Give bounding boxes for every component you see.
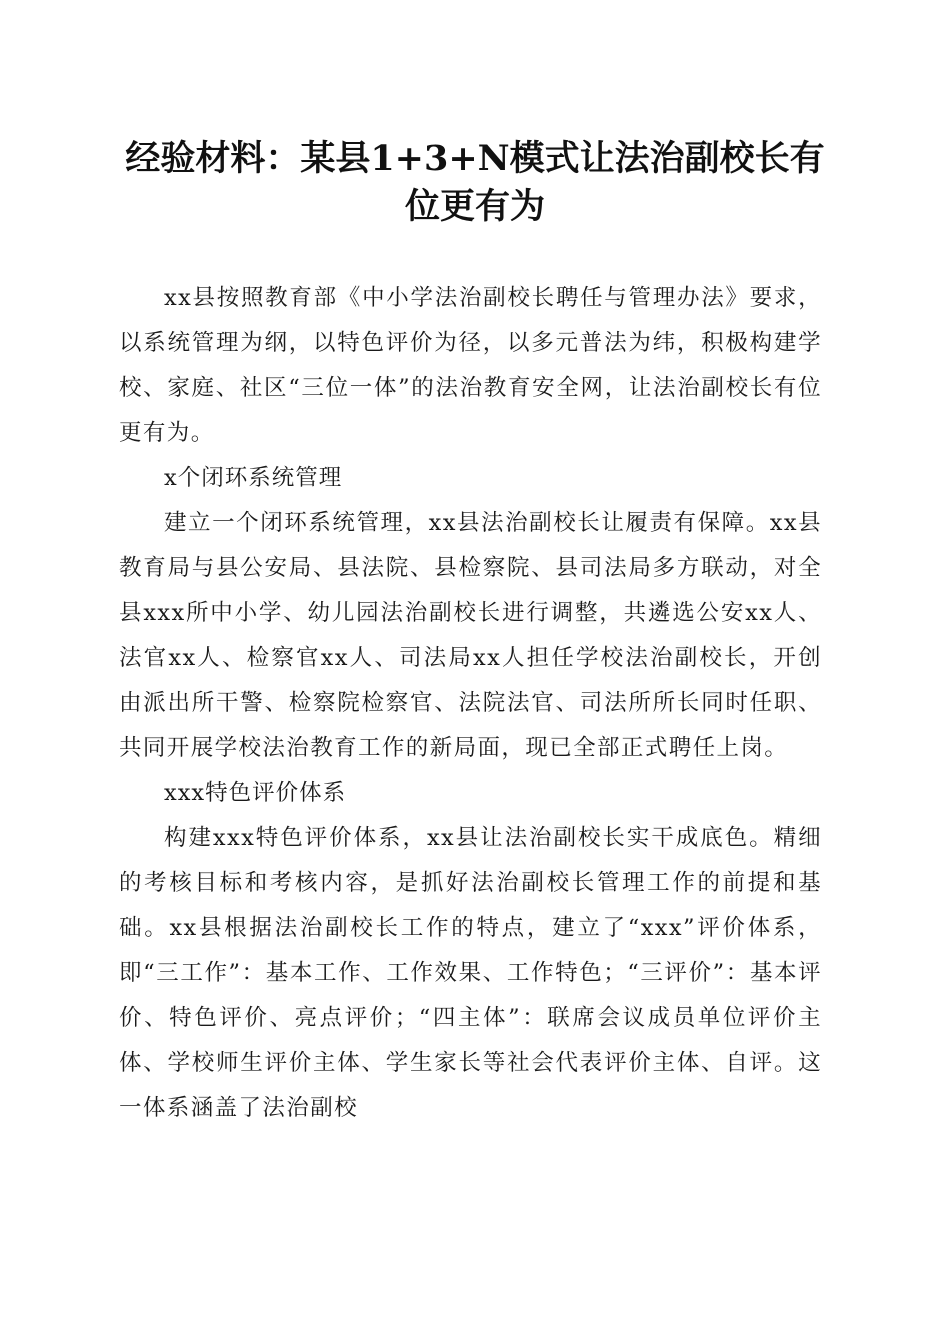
section-heading-closed-loop: x个闭环系统管理 bbox=[164, 465, 343, 491]
section-heading-evaluation: xxx特色评价体系 bbox=[164, 780, 347, 806]
document-title: 经验材料：某县1+3+N模式让法治副校长有位更有为 bbox=[125, 138, 825, 227]
document-body bbox=[119, 276, 822, 1131]
evaluation-paragraph: 构建xxx特色评价体系，xx县让法治副校长实干成底色。精细的考核目标和考核内容，是抓好法治副校长管理工作的前提和基础。xx县根据法治副校长工作的特点，建立了“xxx”评价体系，即“三工作”：基本工作、工作效果、工作特色；“三评价”：基本评价、特色评价、亮点评价；“四主体”：联席会议成员单位评价主体、学校师生评价主体、学生家长等社会代表评价主体、自评。这一体系涵盖了法治副校 bbox=[119, 825, 822, 1121]
intro-paragraph: xx县按照教育部《中小学法治副校长聘任与管理办法》要求，以系统管理为纲，以特色评价为径，以多元普法为纬，积极构建学校、家庭、社区“三位一体”的法治教育安全网，让法治副校长有位更有为。 bbox=[119, 285, 822, 446]
closed-loop-paragraph: 建立一个闭环系统管理，xx县法治副校长让履责有保障。xx县教育局与县公安局、县法院、县检察院、县司法局多方联动，对全县xxx所中小学、幼儿园法治副校长进行调整，共遴选公安xx人、法官xx人、检察官xx人、司法局xx人担任学校法治副校长，开创由派出所干警、检察院检察官、法院法官、司法所所长同时任职、共同开展学校法治教育工作的新局面，现已全部正式聘任上岗。 bbox=[119, 510, 822, 761]
